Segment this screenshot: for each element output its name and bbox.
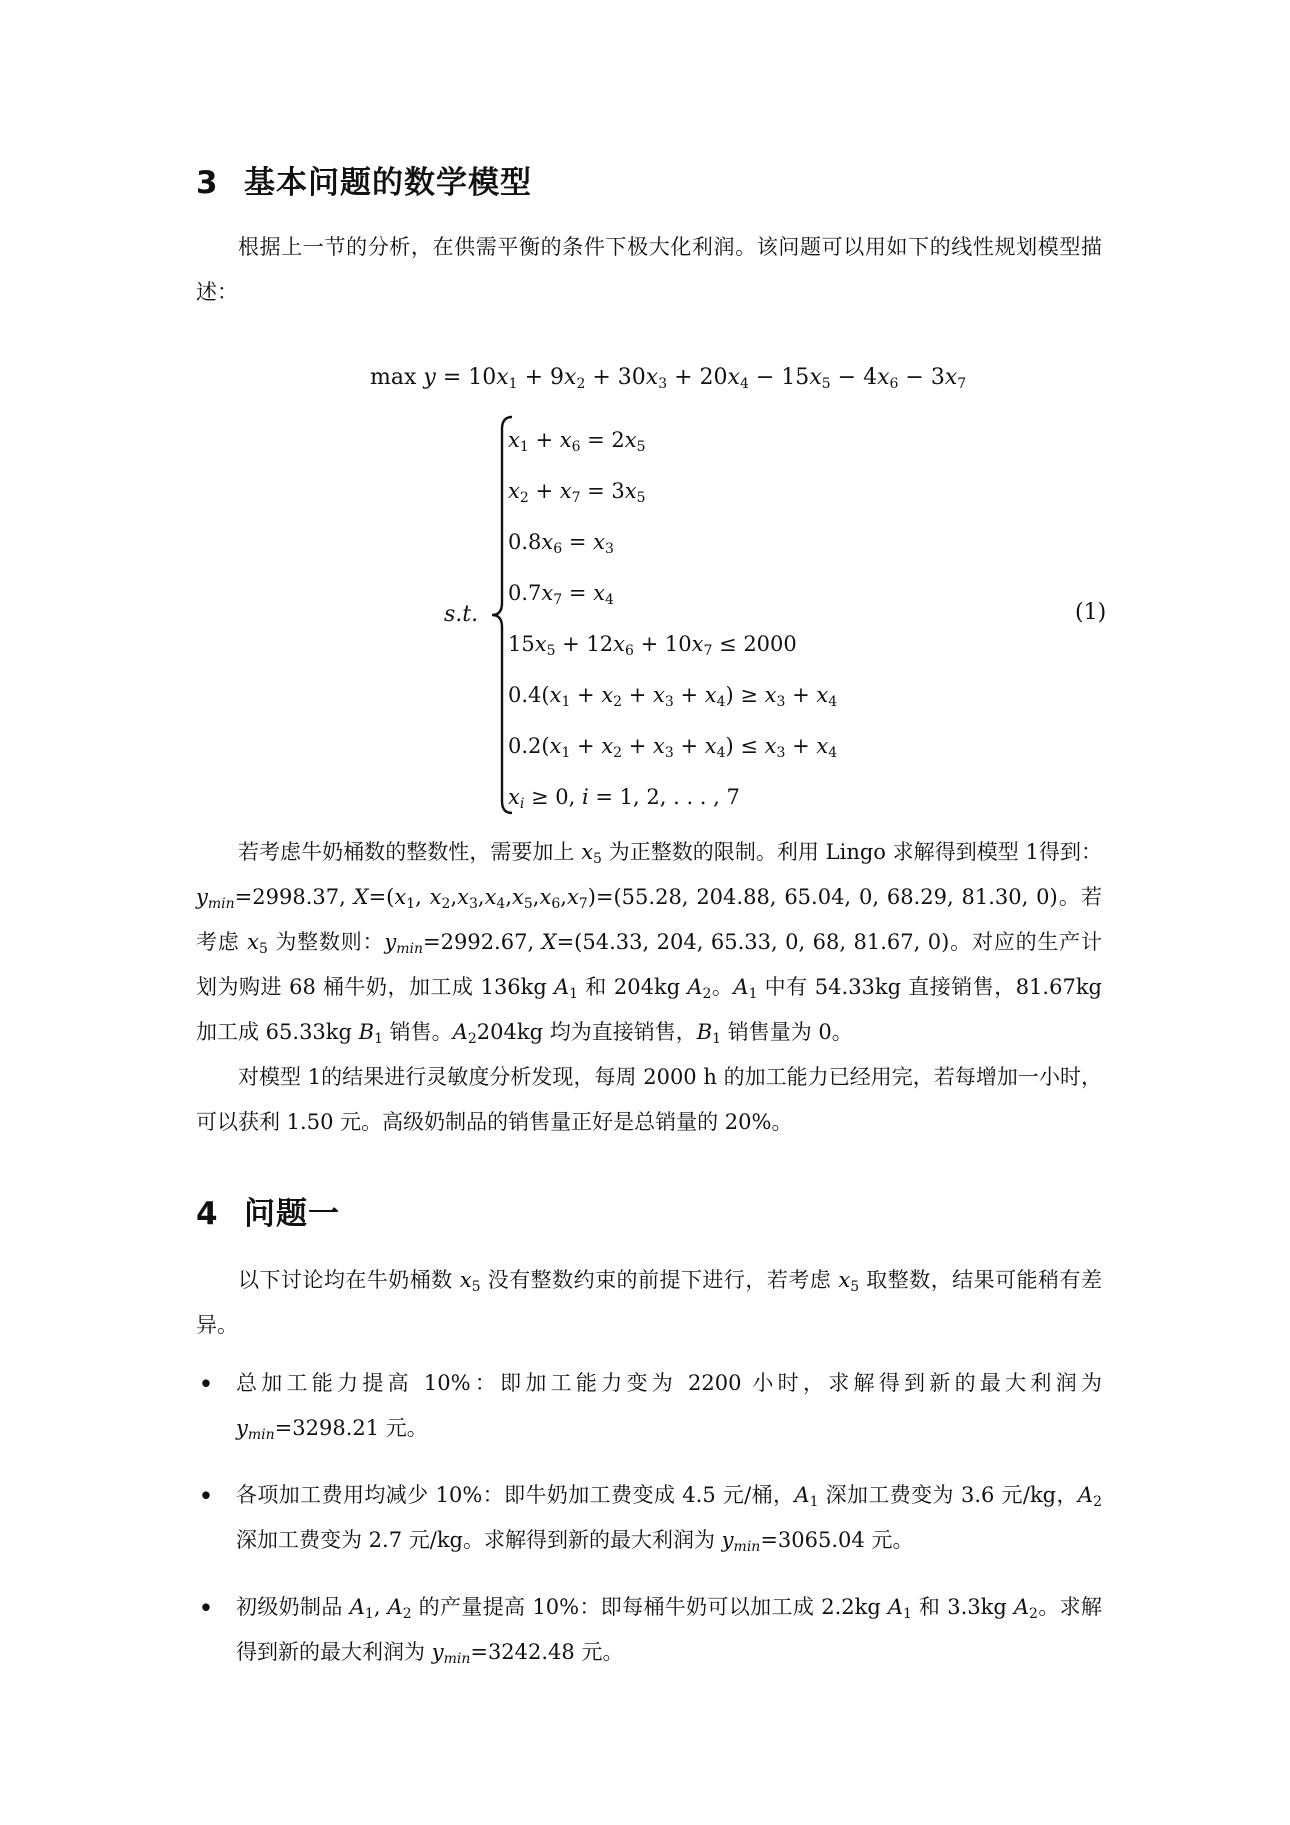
- section-4-heading: [196, 1188, 340, 1233]
- constraint-6: $0.4(x_1 + x_2 + x_3 + x_4) \ge x_3 + x_4$: [508, 683, 838, 710]
- results-paragraph-1: 若考虑牛奶桶数的整数性，需要加上 $x_5$ 为正整数的限制。利用 Lingo 求解得到模型 1得到：$y_{min}=2998.37$, $X=(x_1$, $x_2,x_3,x_4,x_5,x_6,x_7)=(55.28$, 204.88, 65.04, 0, 68.29, 81.30, 0)。若考虑 $x_5$ 为整数则：$y_{min}=2992.67$, X=(54.33, 204, 65.33, 0, 68, 81.67, 0)。对应的生产计划为购进 68 桶牛奶，加工成 136kg $A_1$ 和 204kg $A_2$。$A_1$ 中有 54.33kg 直接销售，81.67kg 加工成 65.33kg $B_1$ 销售。$A_2204kg$ 均为直接销售，$B_1$ 销售量为 0。: [196, 840, 1102, 1047]
- list-item: • 各项加工费用均减少 10%：即牛奶加工费变成 4.5 元/桶，$A_1$ 深加工费变为 3.6 元/kg，$A_2$ 深加工费变为 2.7 元/kg。求解得到新的最大利润为 $y_{min}=3065.04$ 元。: [199, 1483, 1103, 1555]
- constraint-1: $x_1 + x_6 = 2x_5$: [508, 428, 646, 455]
- results-paragraph-2: 对模型 1的结果进行灵敏度分析发现，每周 2000 h 的加工能力已经用完，若每增加一小时，可以获利 1.50 元。高级奶制品的销售量正好是总销量的 20%。: [196, 1065, 1102, 1134]
- section-3-intro: 根据上一节的分析，在供需平衡的条件下极大化利润。该问题可以用如下的线性规划模型描述：: [196, 235, 1102, 304]
- st-label: s.t.: [444, 602, 479, 627]
- constraint-4: $0.7x_7 = x_4$: [508, 581, 614, 608]
- section-number: 4: [196, 1196, 219, 1232]
- bullet-list: [199, 1361, 1103, 1675]
- constraint-7: $0.2(x_1 + x_2 + x_3 + x_4) \le x_3 + x_4$: [508, 734, 838, 761]
- section-number: 3: [196, 165, 219, 201]
- section-title: 问题一: [244, 1196, 340, 1232]
- section-3-heading: [196, 157, 532, 202]
- constraint-8: $x_i \ge 0$, i = 1, 2, . . . , 7: [508, 785, 740, 812]
- list-item: • 初级奶制品 $A_1$, $A_2$ 的产量提高 10%：即每桶牛奶可以加工成 2.2kg $A_1$ 和 3.3kg $A_2$。求解得到新的最大利润为 $y_{min}=3242.48$ 元。: [199, 1595, 1102, 1667]
- equation-number: (1): [1075, 600, 1107, 625]
- objective-function: $\max y = 10x_1 + 9x_2 + 30x_3 + 20x_4 - 15x_5 - 4x_6 - 3x_7$: [370, 365, 967, 392]
- list-item: • 总加工能力提高 10%：即加工能力变为 2200 小时，求解得到新的最大利润为 $y_{min}=3298.21$ 元。: [199, 1371, 1102, 1443]
- section-title: 基本问题的数学模型: [244, 165, 532, 201]
- constraint-3: $0.8x_6 = x_3$: [508, 530, 614, 557]
- constraint-5: $15x_5 + 12x_6 + 10x_7 \le 2000$: [508, 632, 797, 659]
- section-4-intro: 以下讨论均在牛奶桶数 $x_5$ 没有整数约束的前提下进行，若考虑 $x_5$ 取整数，结果可能稍有差异。: [196, 1268, 1102, 1337]
- constraint-2: $x_2 + x_7 = 3x_5$: [508, 479, 646, 506]
